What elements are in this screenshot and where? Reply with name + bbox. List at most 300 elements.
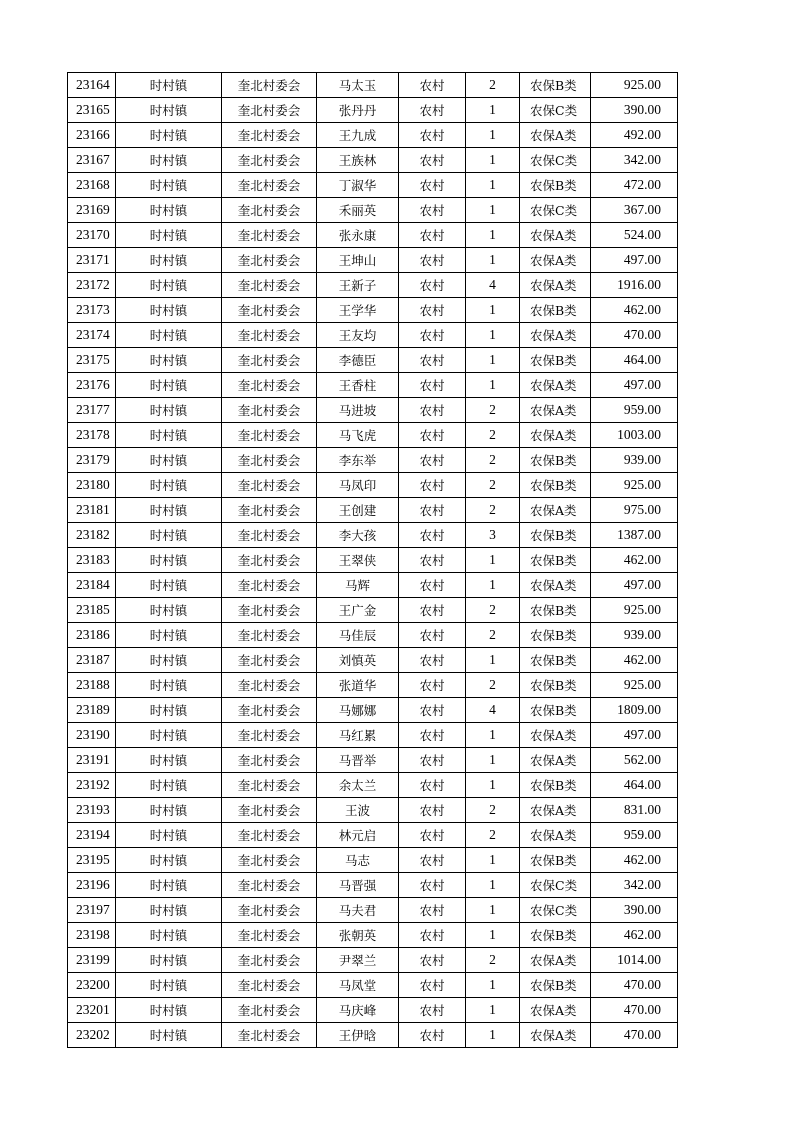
cell-village-committee: 奎北村委会 bbox=[222, 373, 317, 398]
cell-village-committee: 奎北村委会 bbox=[222, 98, 317, 123]
cell-person-name: 刘慎英 bbox=[317, 648, 399, 673]
cell-person-name: 马志 bbox=[317, 848, 399, 873]
cell-category: 农保A类 bbox=[520, 948, 591, 973]
cell-town: 时村镇 bbox=[116, 98, 222, 123]
table-row bbox=[68, 373, 678, 398]
cell-category: 农保C类 bbox=[520, 98, 591, 123]
cell-area-type: 农村 bbox=[399, 573, 466, 598]
cell-town: 时村镇 bbox=[116, 823, 222, 848]
cell-category: 农保B类 bbox=[520, 673, 591, 698]
cell-village-committee: 奎北村委会 bbox=[222, 923, 317, 948]
cell-town: 时村镇 bbox=[116, 198, 222, 223]
cell-household-count: 1 bbox=[466, 773, 520, 798]
cell-category: 农保A类 bbox=[520, 723, 591, 748]
cell-area-type: 农村 bbox=[399, 348, 466, 373]
cell-area-type: 农村 bbox=[399, 448, 466, 473]
cell-town: 时村镇 bbox=[116, 623, 222, 648]
cell-amount: 472.00 bbox=[591, 173, 678, 198]
cell-person-name: 尹翠兰 bbox=[317, 948, 399, 973]
cell-amount: 342.00 bbox=[591, 873, 678, 898]
cell-record-id: 23187 bbox=[68, 648, 116, 673]
cell-village-committee: 奎北村委会 bbox=[222, 173, 317, 198]
cell-amount: 497.00 bbox=[591, 573, 678, 598]
cell-area-type: 农村 bbox=[399, 98, 466, 123]
cell-town: 时村镇 bbox=[116, 873, 222, 898]
cell-town: 时村镇 bbox=[116, 798, 222, 823]
cell-category: 农保A类 bbox=[520, 998, 591, 1023]
cell-village-committee: 奎北村委会 bbox=[222, 973, 317, 998]
cell-household-count: 3 bbox=[466, 523, 520, 548]
cell-record-id: 23202 bbox=[68, 1023, 116, 1048]
cell-amount: 497.00 bbox=[591, 723, 678, 748]
cell-village-committee: 奎北村委会 bbox=[222, 823, 317, 848]
cell-amount: 390.00 bbox=[591, 898, 678, 923]
cell-area-type: 农村 bbox=[399, 673, 466, 698]
cell-category: 农保A类 bbox=[520, 398, 591, 423]
cell-town: 时村镇 bbox=[116, 298, 222, 323]
cell-category: 农保A类 bbox=[520, 748, 591, 773]
cell-category: 农保B类 bbox=[520, 698, 591, 723]
cell-category: 农保B类 bbox=[520, 173, 591, 198]
cell-record-id: 23188 bbox=[68, 673, 116, 698]
cell-area-type: 农村 bbox=[399, 323, 466, 348]
cell-person-name: 王坤山 bbox=[317, 248, 399, 273]
cell-household-count: 1 bbox=[466, 98, 520, 123]
cell-record-id: 23173 bbox=[68, 298, 116, 323]
cell-town: 时村镇 bbox=[116, 498, 222, 523]
cell-household-count: 1 bbox=[466, 173, 520, 198]
cell-person-name: 丁淑华 bbox=[317, 173, 399, 198]
cell-household-count: 4 bbox=[466, 698, 520, 723]
cell-village-committee: 奎北村委会 bbox=[222, 73, 317, 98]
cell-area-type: 农村 bbox=[399, 623, 466, 648]
cell-amount: 470.00 bbox=[591, 323, 678, 348]
table-row bbox=[68, 273, 678, 298]
cell-town: 时村镇 bbox=[116, 998, 222, 1023]
cell-household-count: 1 bbox=[466, 248, 520, 273]
cell-village-committee: 奎北村委会 bbox=[222, 723, 317, 748]
table-body bbox=[68, 73, 678, 1048]
cell-person-name: 马晋强 bbox=[317, 873, 399, 898]
cell-amount: 390.00 bbox=[591, 98, 678, 123]
cell-person-name: 李东举 bbox=[317, 448, 399, 473]
cell-village-committee: 奎北村委会 bbox=[222, 773, 317, 798]
cell-category: 农保B类 bbox=[520, 623, 591, 648]
cell-category: 农保B类 bbox=[520, 523, 591, 548]
table-row bbox=[68, 323, 678, 348]
cell-person-name: 王翠侠 bbox=[317, 548, 399, 573]
cell-amount: 367.00 bbox=[591, 198, 678, 223]
cell-amount: 497.00 bbox=[591, 248, 678, 273]
cell-person-name: 王族林 bbox=[317, 148, 399, 173]
cell-area-type: 农村 bbox=[399, 473, 466, 498]
cell-amount: 1916.00 bbox=[591, 273, 678, 298]
cell-village-committee: 奎北村委会 bbox=[222, 398, 317, 423]
cell-area-type: 农村 bbox=[399, 648, 466, 673]
cell-amount: 1003.00 bbox=[591, 423, 678, 448]
table-row bbox=[68, 473, 678, 498]
cell-record-id: 23190 bbox=[68, 723, 116, 748]
cell-town: 时村镇 bbox=[116, 673, 222, 698]
cell-village-committee: 奎北村委会 bbox=[222, 273, 317, 298]
cell-area-type: 农村 bbox=[399, 423, 466, 448]
cell-record-id: 23174 bbox=[68, 323, 116, 348]
cell-record-id: 23196 bbox=[68, 873, 116, 898]
cell-person-name: 王新子 bbox=[317, 273, 399, 298]
cell-category: 农保A类 bbox=[520, 323, 591, 348]
cell-record-id: 23170 bbox=[68, 223, 116, 248]
cell-record-id: 23201 bbox=[68, 998, 116, 1023]
cell-record-id: 23178 bbox=[68, 423, 116, 448]
cell-town: 时村镇 bbox=[116, 348, 222, 373]
table-row bbox=[68, 398, 678, 423]
cell-person-name: 马飞虎 bbox=[317, 423, 399, 448]
cell-person-name: 马进坡 bbox=[317, 398, 399, 423]
cell-record-id: 23179 bbox=[68, 448, 116, 473]
cell-record-id: 23180 bbox=[68, 473, 116, 498]
cell-person-name: 马太玉 bbox=[317, 73, 399, 98]
cell-town: 时村镇 bbox=[116, 73, 222, 98]
cell-household-count: 2 bbox=[466, 73, 520, 98]
table-row bbox=[68, 423, 678, 448]
cell-person-name: 王友均 bbox=[317, 323, 399, 348]
cell-household-count: 1 bbox=[466, 148, 520, 173]
cell-amount: 497.00 bbox=[591, 373, 678, 398]
cell-village-committee: 奎北村委会 bbox=[222, 248, 317, 273]
cell-category: 农保A类 bbox=[520, 223, 591, 248]
cell-person-name: 马辉 bbox=[317, 573, 399, 598]
cell-village-committee: 奎北村委会 bbox=[222, 698, 317, 723]
cell-household-count: 1 bbox=[466, 898, 520, 923]
cell-town: 时村镇 bbox=[116, 1023, 222, 1048]
cell-village-committee: 奎北村委会 bbox=[222, 948, 317, 973]
cell-household-count: 1 bbox=[466, 723, 520, 748]
cell-household-count: 2 bbox=[466, 823, 520, 848]
cell-town: 时村镇 bbox=[116, 123, 222, 148]
cell-area-type: 农村 bbox=[399, 123, 466, 148]
cell-village-committee: 奎北村委会 bbox=[222, 473, 317, 498]
cell-village-committee: 奎北村委会 bbox=[222, 448, 317, 473]
cell-area-type: 农村 bbox=[399, 223, 466, 248]
cell-record-id: 23176 bbox=[68, 373, 116, 398]
cell-amount: 1809.00 bbox=[591, 698, 678, 723]
cell-amount: 925.00 bbox=[591, 598, 678, 623]
cell-record-id: 23169 bbox=[68, 198, 116, 223]
cell-town: 时村镇 bbox=[116, 223, 222, 248]
cell-household-count: 1 bbox=[466, 348, 520, 373]
cell-person-name: 禾丽英 bbox=[317, 198, 399, 223]
table-row bbox=[68, 648, 678, 673]
cell-category: 农保A类 bbox=[520, 273, 591, 298]
cell-village-committee: 奎北村委会 bbox=[222, 573, 317, 598]
cell-amount: 939.00 bbox=[591, 448, 678, 473]
cell-village-committee: 奎北村委会 bbox=[222, 623, 317, 648]
cell-village-committee: 奎北村委会 bbox=[222, 348, 317, 373]
table-row bbox=[68, 523, 678, 548]
cell-area-type: 农村 bbox=[399, 73, 466, 98]
cell-village-committee: 奎北村委会 bbox=[222, 873, 317, 898]
cell-record-id: 23198 bbox=[68, 923, 116, 948]
cell-record-id: 23184 bbox=[68, 573, 116, 598]
cell-town: 时村镇 bbox=[116, 548, 222, 573]
cell-person-name: 马晋举 bbox=[317, 748, 399, 773]
cell-record-id: 23192 bbox=[68, 773, 116, 798]
cell-category: 农保A类 bbox=[520, 798, 591, 823]
cell-record-id: 23189 bbox=[68, 698, 116, 723]
cell-category: 农保B类 bbox=[520, 298, 591, 323]
cell-household-count: 2 bbox=[466, 423, 520, 448]
cell-household-count: 1 bbox=[466, 298, 520, 323]
cell-household-count: 2 bbox=[466, 673, 520, 698]
cell-person-name: 马娜娜 bbox=[317, 698, 399, 723]
cell-person-name: 林元启 bbox=[317, 823, 399, 848]
cell-record-id: 23191 bbox=[68, 748, 116, 773]
table-row bbox=[68, 123, 678, 148]
cell-amount: 959.00 bbox=[591, 398, 678, 423]
cell-household-count: 2 bbox=[466, 948, 520, 973]
cell-person-name: 余太兰 bbox=[317, 773, 399, 798]
cell-town: 时村镇 bbox=[116, 323, 222, 348]
cell-area-type: 农村 bbox=[399, 548, 466, 573]
cell-household-count: 1 bbox=[466, 748, 520, 773]
cell-village-committee: 奎北村委会 bbox=[222, 148, 317, 173]
cell-household-count: 1 bbox=[466, 1023, 520, 1048]
cell-category: 农保A类 bbox=[520, 123, 591, 148]
cell-town: 时村镇 bbox=[116, 273, 222, 298]
cell-category: 农保B类 bbox=[520, 598, 591, 623]
cell-area-type: 农村 bbox=[399, 598, 466, 623]
cell-record-id: 23199 bbox=[68, 948, 116, 973]
cell-person-name: 马佳辰 bbox=[317, 623, 399, 648]
cell-record-id: 23185 bbox=[68, 598, 116, 623]
cell-person-name: 张丹丹 bbox=[317, 98, 399, 123]
cell-area-type: 农村 bbox=[399, 198, 466, 223]
cell-record-id: 23168 bbox=[68, 173, 116, 198]
cell-household-count: 1 bbox=[466, 198, 520, 223]
table-row bbox=[68, 348, 678, 373]
cell-village-committee: 奎北村委会 bbox=[222, 223, 317, 248]
cell-person-name: 张道华 bbox=[317, 673, 399, 698]
cell-household-count: 1 bbox=[466, 648, 520, 673]
cell-amount: 462.00 bbox=[591, 648, 678, 673]
cell-area-type: 农村 bbox=[399, 998, 466, 1023]
cell-household-count: 1 bbox=[466, 548, 520, 573]
cell-village-committee: 奎北村委会 bbox=[222, 673, 317, 698]
cell-person-name: 马凤印 bbox=[317, 473, 399, 498]
cell-household-count: 1 bbox=[466, 873, 520, 898]
cell-amount: 831.00 bbox=[591, 798, 678, 823]
cell-amount: 925.00 bbox=[591, 473, 678, 498]
cell-household-count: 1 bbox=[466, 998, 520, 1023]
cell-household-count: 1 bbox=[466, 223, 520, 248]
cell-amount: 925.00 bbox=[591, 73, 678, 98]
cell-village-committee: 奎北村委会 bbox=[222, 848, 317, 873]
cell-amount: 470.00 bbox=[591, 998, 678, 1023]
cell-area-type: 农村 bbox=[399, 723, 466, 748]
cell-amount: 1014.00 bbox=[591, 948, 678, 973]
cell-amount: 462.00 bbox=[591, 298, 678, 323]
cell-town: 时村镇 bbox=[116, 898, 222, 923]
cell-area-type: 农村 bbox=[399, 748, 466, 773]
cell-household-count: 1 bbox=[466, 573, 520, 598]
cell-town: 时村镇 bbox=[116, 723, 222, 748]
cell-town: 时村镇 bbox=[116, 923, 222, 948]
cell-record-id: 23181 bbox=[68, 498, 116, 523]
cell-town: 时村镇 bbox=[116, 148, 222, 173]
cell-household-count: 1 bbox=[466, 123, 520, 148]
cell-area-type: 农村 bbox=[399, 373, 466, 398]
cell-amount: 470.00 bbox=[591, 1023, 678, 1048]
table-row bbox=[68, 673, 678, 698]
cell-village-committee: 奎北村委会 bbox=[222, 498, 317, 523]
cell-category: 农保A类 bbox=[520, 373, 591, 398]
table-row bbox=[68, 598, 678, 623]
table-row bbox=[68, 623, 678, 648]
cell-record-id: 23164 bbox=[68, 73, 116, 98]
cell-person-name: 张朝英 bbox=[317, 923, 399, 948]
cell-area-type: 农村 bbox=[399, 523, 466, 548]
cell-area-type: 农村 bbox=[399, 873, 466, 898]
cell-town: 时村镇 bbox=[116, 423, 222, 448]
cell-person-name: 李德臣 bbox=[317, 348, 399, 373]
cell-amount: 492.00 bbox=[591, 123, 678, 148]
table-row bbox=[68, 73, 678, 98]
cell-category: 农保B类 bbox=[520, 923, 591, 948]
cell-person-name: 马庆峰 bbox=[317, 998, 399, 1023]
table-row bbox=[68, 148, 678, 173]
cell-category: 农保B类 bbox=[520, 648, 591, 673]
cell-category: 农保B类 bbox=[520, 548, 591, 573]
cell-record-id: 23175 bbox=[68, 348, 116, 373]
cell-amount: 959.00 bbox=[591, 823, 678, 848]
cell-category: 农保C类 bbox=[520, 873, 591, 898]
cell-record-id: 23166 bbox=[68, 123, 116, 148]
cell-village-committee: 奎北村委会 bbox=[222, 648, 317, 673]
cell-record-id: 23195 bbox=[68, 848, 116, 873]
cell-amount: 524.00 bbox=[591, 223, 678, 248]
table-row bbox=[68, 298, 678, 323]
table-row bbox=[68, 1023, 678, 1048]
table-row bbox=[68, 198, 678, 223]
table-row bbox=[68, 773, 678, 798]
cell-record-id: 23200 bbox=[68, 973, 116, 998]
table-row bbox=[68, 248, 678, 273]
cell-area-type: 农村 bbox=[399, 948, 466, 973]
cell-village-committee: 奎北村委会 bbox=[222, 198, 317, 223]
cell-person-name: 王波 bbox=[317, 798, 399, 823]
cell-category: 农保B类 bbox=[520, 848, 591, 873]
cell-household-count: 1 bbox=[466, 373, 520, 398]
cell-village-committee: 奎北村委会 bbox=[222, 123, 317, 148]
cell-record-id: 23172 bbox=[68, 273, 116, 298]
cell-town: 时村镇 bbox=[116, 473, 222, 498]
cell-town: 时村镇 bbox=[116, 373, 222, 398]
cell-town: 时村镇 bbox=[116, 848, 222, 873]
table-row bbox=[68, 748, 678, 773]
cell-person-name: 王九成 bbox=[317, 123, 399, 148]
cell-record-id: 23177 bbox=[68, 398, 116, 423]
cell-amount: 464.00 bbox=[591, 348, 678, 373]
cell-category: 农保A类 bbox=[520, 823, 591, 848]
cell-category: 农保A类 bbox=[520, 573, 591, 598]
cell-village-committee: 奎北村委会 bbox=[222, 323, 317, 348]
cell-town: 时村镇 bbox=[116, 773, 222, 798]
cell-amount: 925.00 bbox=[591, 673, 678, 698]
cell-person-name: 王广金 bbox=[317, 598, 399, 623]
table-row bbox=[68, 923, 678, 948]
cell-category: 农保B类 bbox=[520, 73, 591, 98]
cell-record-id: 23193 bbox=[68, 798, 116, 823]
cell-category: 农保A类 bbox=[520, 423, 591, 448]
table-row bbox=[68, 798, 678, 823]
cell-area-type: 农村 bbox=[399, 848, 466, 873]
cell-area-type: 农村 bbox=[399, 773, 466, 798]
cell-category: 农保B类 bbox=[520, 473, 591, 498]
cell-household-count: 2 bbox=[466, 473, 520, 498]
cell-amount: 462.00 bbox=[591, 548, 678, 573]
table-row bbox=[68, 898, 678, 923]
cell-area-type: 农村 bbox=[399, 798, 466, 823]
cell-town: 时村镇 bbox=[116, 973, 222, 998]
cell-person-name: 王创建 bbox=[317, 498, 399, 523]
cell-household-count: 2 bbox=[466, 498, 520, 523]
cell-area-type: 农村 bbox=[399, 248, 466, 273]
cell-household-count: 1 bbox=[466, 323, 520, 348]
cell-town: 时村镇 bbox=[116, 948, 222, 973]
table-row bbox=[68, 573, 678, 598]
cell-record-id: 23167 bbox=[68, 148, 116, 173]
cell-town: 时村镇 bbox=[116, 598, 222, 623]
cell-amount: 1387.00 bbox=[591, 523, 678, 548]
cell-village-committee: 奎北村委会 bbox=[222, 523, 317, 548]
cell-category: 农保B类 bbox=[520, 973, 591, 998]
cell-record-id: 23165 bbox=[68, 98, 116, 123]
table-row bbox=[68, 548, 678, 573]
cell-area-type: 农村 bbox=[399, 273, 466, 298]
table-row bbox=[68, 173, 678, 198]
cell-area-type: 农村 bbox=[399, 698, 466, 723]
cell-person-name: 马凤堂 bbox=[317, 973, 399, 998]
cell-town: 时村镇 bbox=[116, 248, 222, 273]
cell-village-committee: 奎北村委会 bbox=[222, 598, 317, 623]
cell-area-type: 农村 bbox=[399, 498, 466, 523]
cell-area-type: 农村 bbox=[399, 298, 466, 323]
cell-village-committee: 奎北村委会 bbox=[222, 748, 317, 773]
table-row bbox=[68, 948, 678, 973]
cell-town: 时村镇 bbox=[116, 648, 222, 673]
table-row bbox=[68, 823, 678, 848]
cell-household-count: 1 bbox=[466, 848, 520, 873]
cell-amount: 939.00 bbox=[591, 623, 678, 648]
cell-record-id: 23171 bbox=[68, 248, 116, 273]
cell-amount: 975.00 bbox=[591, 498, 678, 523]
cell-amount: 562.00 bbox=[591, 748, 678, 773]
cell-record-id: 23186 bbox=[68, 623, 116, 648]
cell-area-type: 农村 bbox=[399, 898, 466, 923]
table-row bbox=[68, 848, 678, 873]
cell-amount: 464.00 bbox=[591, 773, 678, 798]
cell-person-name: 马红累 bbox=[317, 723, 399, 748]
cell-household-count: 1 bbox=[466, 923, 520, 948]
cell-amount: 342.00 bbox=[591, 148, 678, 173]
table-row bbox=[68, 973, 678, 998]
cell-area-type: 农村 bbox=[399, 823, 466, 848]
cell-town: 时村镇 bbox=[116, 448, 222, 473]
cell-household-count: 4 bbox=[466, 273, 520, 298]
cell-household-count: 2 bbox=[466, 798, 520, 823]
cell-category: 农保C类 bbox=[520, 148, 591, 173]
cell-area-type: 农村 bbox=[399, 148, 466, 173]
